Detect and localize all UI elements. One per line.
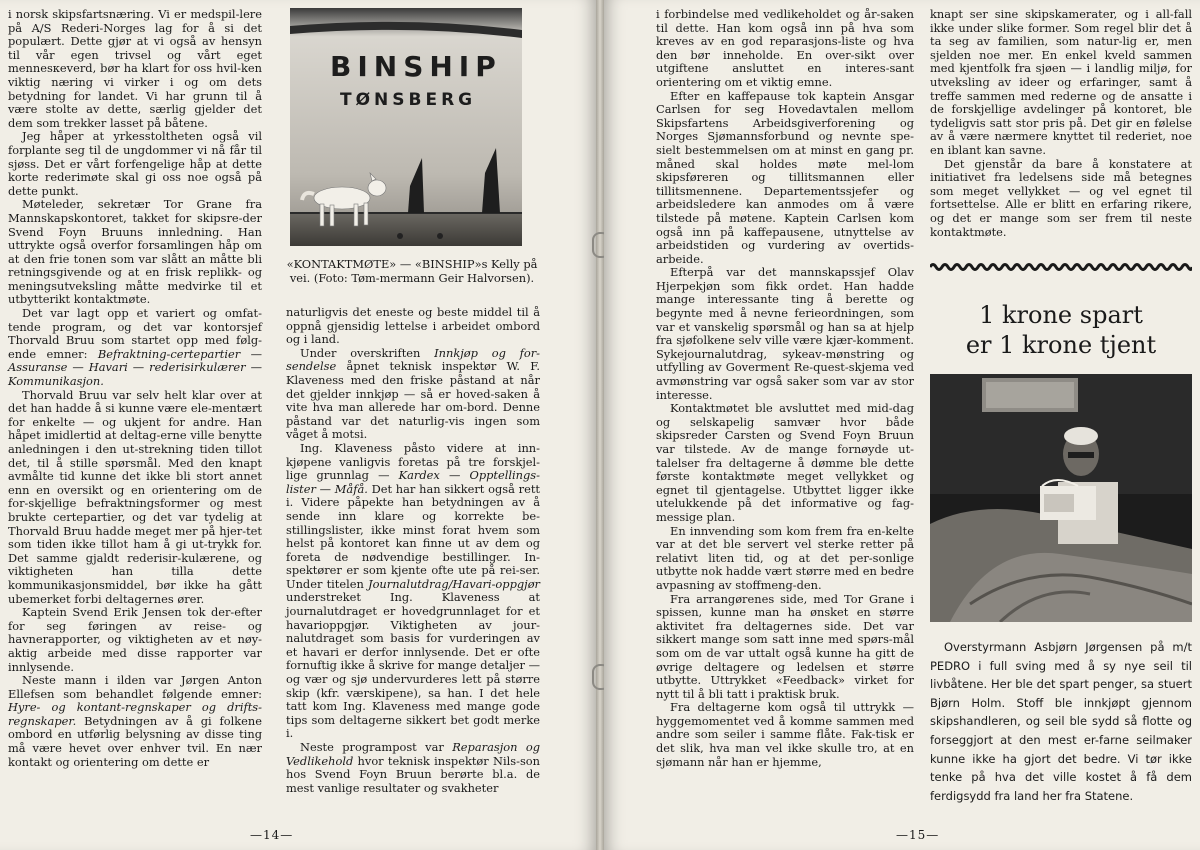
italic-term: Kardex — Opptellings-lister — Måfå. — [286, 468, 540, 496]
right-col1-paragraph-1: i forbindelse med vedlikeholdet og år-saken til dette. Han kom også inn på hva som kreves av en god reparasjons-liste og hva den bør inneholde. En over-sikt over utgiftene ansluttet en interes-sant orientering om et viktig emne. — [656, 7, 914, 89]
headline-line-1: 1 krone spart — [979, 301, 1143, 329]
article-headline — [930, 300, 1192, 360]
sewing-machine — [1040, 480, 1096, 520]
sewing-photo — [930, 374, 1192, 622]
left-col2-paragraph-4: Neste programpost var Reparasjon og Vedlikehold hvor teknisk inspektør Nils-son hos Svend Foyn Bruun berørte bl.a. de mest vanlige resultater og svakheter — [286, 740, 540, 795]
page-14 — [0, 0, 596, 850]
gutter — [596, 0, 604, 850]
italic-term: Reparasjon og Vedlikehold — [286, 740, 540, 768]
left-col1-paragraph-6: Kaptein Svend Erik Jensen tok der-efter for seg føringen av reise- og havnerapporter, og viktigheten av et nøy-aktig arbeide med disse rapporter var innlysende. — [8, 605, 262, 674]
divider-wavy-line — [930, 262, 1192, 272]
left-col1-paragraph-1: i norsk skipsfartsnæring. Vi er medspil-lere på A/S Rederi-Norges lag for å si det populært. Dette gjør at vi også av hensyn til vår egen trivsel og vårt eget mennesкeverd, bør ha klart for oss hvil-ken viktig næring vi virker i og om dets betydning for landet. Vi har grunn til å være stolte av dette, særlig gjelder det dem som trekker lasset på båtene. — [8, 7, 262, 130]
page-number-14: —14— — [250, 828, 294, 842]
page-15 — [604, 0, 1200, 850]
right-column-1 — [656, 8, 914, 769]
left-column-2 — [286, 306, 540, 795]
left-col1-paragraph-5: Thorvald Bruu var selv helt klar over at det han hadde å si kunne være ele-mentært for enkelte — og ukjent for andre. Han håpet imidlertid at deltag-erne ville benytte anledningen i den ut-strekning tiden tillot det, til å stille spørsmål. Med den knapt avmålte tid kunne det ikke bli stort annet enn en oversikt og en orientering om de for-skjellige befraktningsformer og mest brukte certepartier, og det var tydelig at Thorvald Bruu hadde meget mer på hjer-tet som tiden ikke tillot ham å gi ut-trykk for. Det samme gjaldt rederisir-kulærene, og viktigheten han tilla dette kommunikasjonsmiddel, bør ikke ha gått ubemerket forbi deltagernes ører. — [8, 387, 262, 606]
right-col1-paragraph-3: Efterpå var det mannskapssjef Olav Hjerpekjøn som fikk ordet. Han hadde mange interessante ting å berette og begynte med å nevne feriеordningen, som var et vanskelig spørsmål og han sa at hjelp fra sjøfolkene selv ville være kjær-komment. Sykejournalutdrag, sykeav-mønstring og utfylling av Goverment Re-quest-skjema ved avmønstring var også saker som var av stor interesse. — [656, 265, 914, 402]
photo-caption-sewing: Overstyrmann Asbjørn Jørgensen på m/t PEDRO i full sving med å sy nye seil til livbåtene. Her ble det spart penger, sa stuert Bjørn Holm. Stoff ble innkjøpt gjennom skipshandleren, og seil ble sydd så flotte og forseggjort at den mest er-farne seilmaker kunne ikke ha gjort det bedre. Vi tør ikke tenke på hva det ville kostet å få dem ferdigsydd fra land her fra Statene. — [930, 640, 1192, 803]
right-col1-paragraph-5: En innvending som kom frem fra en-kelte var at det ble servert vel sterke retter på relativt liten tid, og at det per-sonlige utbytte nok hadde vært større med en bedre avpasning av stoffmeng-den. — [656, 523, 914, 592]
hull-lettering-tonsberg: TØNSBERG — [340, 90, 477, 110]
ship-hull-photo — [290, 8, 522, 246]
right-col1-paragraph-2: Efter en kaffepause tok kaptein Ansgar Carlsen for seg Hovedavtalen mellom Skipsfartens Arbeidsgiverforening og Norges Sjømannsforbund og nevnte spe-sielt bestemmelsen om at minst en gang pr. måned skal holdes møte mel-lom skipsføreren og tillitsmannen eller tillitsmennene. Departementssjefer og arbeidsledere kan anmodes om å være tilstede på møtene. Kaptein Carlsen kom også inn på kaffepausene, utnyttelse av arbeidstiden og vurdering av overtids-arbeide. — [656, 88, 914, 266]
right-col2-paragraph-1: knapt ser sine skipskamerater, og i all-fall ikke under slike former. Som regel blir det å ta seg av familien, som natur-lig er, men sjelden noe mer. En enkel kveld sammen med kjentfolk fra sjøen — i landlig miljø, for utveksling av ideer og erfaringer, samt å treffe sammen med rederne og de ansatte i de forskjellige avdelinger på kontoret, ble tydeligvis satt stor pris på. Det gir en følelse av å være nærmere knyttet til rederiet, noe en iblant kan savne. — [930, 7, 1192, 157]
ship-hull-image — [290, 8, 522, 246]
left-column-1 — [8, 8, 262, 769]
right-col2-paragraph-2: Det gjenstår da bare å konstatere at initiativet fra ledelsens side må betegnes som meget vellykket — og vel egnet til fortsettelse. Alle er blitt en erfaring rikere, og det er mange som ser frem til neste kontaktmøte. — [930, 156, 1192, 239]
left-col2-paragraph-3: Ing. Klaveness påsto videre at inn-kjøpene vanligvis foretas på tre forskjel-lige grunnlag — Kardex — Opptellings-lister — Måfå. Det har han sikkert også rett i. Videre påpekte han betydningen av å sende inn klare og korrekte be-stillingslister, ikke minst forat hvem som helst på kontoret kan finne ut av dem og foreta de nødvendige bestillinger. In-spektører er som kjente ofte ute på rei-ser. Under titelen Journalutdrag/Havari-oppgjør understreket Ing. Klaveness at journalutdraget er hovedgrunnlaget for et havarioppgjør. Viktigheten av jour-nalutdraget som basis for vurderingen av et havari er derfor innlysende. Det er ofte fornuftig ikke å skrive for mange detaljer — og vær og sjø undervurderes lett på større skip (kfr. værskipene), sa han. I det hele tatt kom Ing. Klaveness med mange gode tips som deltagerne sikkert bet godt merke i. — [286, 440, 540, 741]
italic-term: Hyre- og kontant-regnskaper og drifts-regnskaper. — [8, 700, 262, 728]
italic-term: Innkjøp og for-sendelse — [286, 345, 541, 374]
right-col1-paragraph-4: Kontaktmøtet ble avsluttet med mid-dag og selskapelig samvær hvor både skipsreder Carsten og Svend Foyn Bruun var tilstede. Av de mange fornøyde ut-talelser fra deltagerne å dømme ble dette første kontaktmøte meget vellykket og egnet til gjentagelse. Utbyttet ligger ikke utelukkende på det informative og fag-messige plan. — [656, 401, 914, 524]
hull-lettering-binship: BINSHIP — [330, 50, 502, 83]
photo-caption-binship: «KONTAKTMØTE» — «BINSHIP»s Kelly på vei. (Foto: Tøm-mermann Geir Halvorsen). — [286, 257, 538, 285]
sewing-image — [930, 374, 1192, 622]
left-col1-paragraph-3: Møteleder, sekretær Tor Grane fra Mannskapskontoret, takket for skipsre-der Svend Foyn Bruuns innledning. Han uttrykte også overfor forsamlingen håp om at den frie tonen som var slått an måtte bli retningsgivende og at en frisk replikk- og meningsutveksling måtte medvirke til et utbytterikt kontaktmøte. — [8, 197, 262, 307]
left-col1-paragraph-4: Det var lagt opp et variert og omfat-tende program, og det var kontorsjef Thorvald Bruu som startet opp med følg-ende emner: Befraktning-certepartier — Assuranse — Havari — rederisirkulærer — Kommunikasjon. — [8, 306, 262, 389]
italic-term: Befraktning-certepartier — Assuranse — Havari — rederisirkulærer — Kommunikasjon. — [8, 346, 262, 389]
right-col1-paragraph-6: Fra arrangørenes side, med Tor Grane i spissen, kunne man ha ønsket en større aktivitet fra deltagernes side. Det var sikkert mange som satt inne med spørs-mål som om de var uttalt også kunne ha gitt de øvrige deltagere og ledelsen et større utbytte. Uttrykket «Feedback» virket for nytt til å bli tatt i praktisk bruk. — [656, 591, 914, 701]
headline-line-2: er 1 krone tjent — [965, 331, 1157, 359]
left-col1-paragraph-7: Neste mann i ilden var Jørgen Anton Ellefsen som behandlet følgende emner: Hyre- og kontant-regnskaper og drifts-regnskaper. Betydningen av å gi folkene ombord en utførlig belysning av disse ting må være hevet over enhver tvil. En nær kontakt og orientering om dette er — [8, 673, 262, 769]
page-number-15: —15— — [896, 828, 940, 842]
right-column-2 — [930, 8, 1192, 239]
left-col1-paragraph-2: Jeg håper at yrkesstoltheten også vil forplante seg til de ungdommer vi nå får til sjøss. Det er vårt forfengelige håp at dette korte rederimøte skal gi oss noe også på dette punkt. — [8, 129, 262, 198]
left-col2-paragraph-1: naturligvis det eneste og beste middel til å oppnå gjensidig lettelse i arbeidet ombord og i land. — [286, 305, 540, 347]
left-col2-paragraph-2: Under overskriften Innkjøp og for-sendelse åpnet teknisk inspektør W. F. Klaveness med den friske påstand at når det gjelder innkjøp — så er hoved-saken å vite hva man allerede har om-bord. Denne påstand var det naturlig-vis ingen som våget å motsi. — [286, 345, 541, 442]
right-col1-paragraph-7: Fra deltagerne kom også til uttrykk — hyggemomentet ved å komme sammen med andre som seiler i samme flåte. Fak-tisk er det slik, hva man vel ikke skulle tro, at en sjømann når han er hjemme, — [656, 700, 914, 769]
italic-term: Journalutdrag/Havari-oppgjør — [368, 576, 540, 591]
